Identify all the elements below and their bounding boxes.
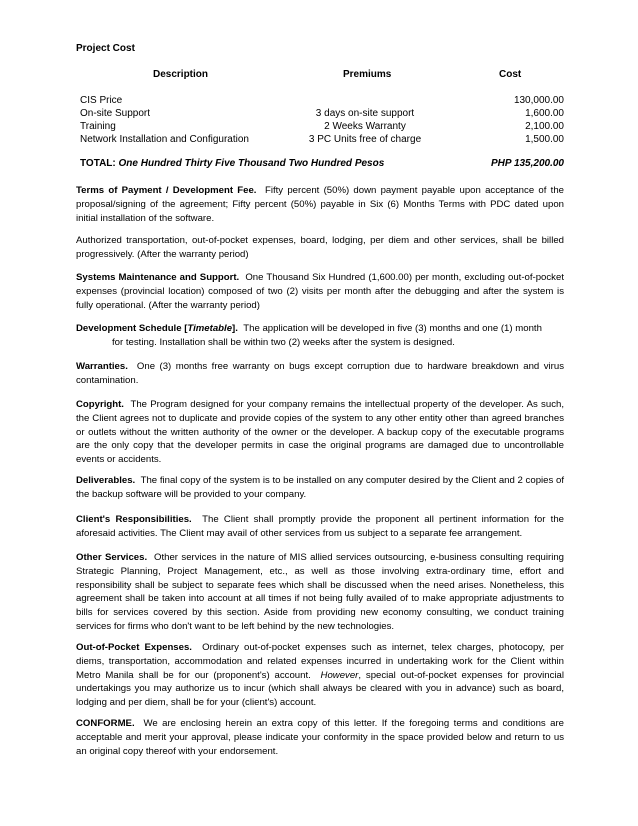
table-row <box>80 95 564 109</box>
conforme-paragraph <box>76 717 564 758</box>
conforme-body: We are enclosing herein an extra copy of this letter. If the foregoing terms and conditions are acceptable and merit your approval, please indicate your conformity in the space provided below and return to us an original copy thereof with your endorsement. <box>76 718 564 757</box>
row-premium: 3 days on-site support <box>315 108 415 119</box>
terms-body: Fifty percent (50%) down payment payable upon acceptance of the proposal/signing of the agreement; Fifty percent (50%) payable in Six (6) Months Terms with PDC dated upon initial installation of the software. <box>76 185 564 224</box>
total-amount: PHP 135,200.00 <box>490 158 564 169</box>
maintenance-body: One Thousand Six Hundred (1,600.00) per month, excluding out-of-pocket expenses (provincial location) composed of two (2) visits per month after the debugging and after the system is fully operational. (After the warranty period) <box>76 272 564 311</box>
client-responsibilities-paragraph <box>76 513 564 541</box>
deliverables-paragraph <box>76 474 564 502</box>
row-premium: 2 Weeks Warranty <box>324 121 406 132</box>
other-body: Other services in the nature of MIS allied services outsourcing, e-business consulting requiring Strategic Planning, Project Management, etc., as well as those involving extra-ordinary time, effort and responsibility shall be subject to separate fees which shall be discussed when the need arises. Nonetheless, this agreement shall be taken into account at all times if not being fully availed of to make appropriate adjustments to bills for services covered by this section. Aside from providing new economy consulting, we conduct training services for firms who don't want to be left behind by the new technologies. <box>76 552 564 632</box>
copyright-title: Copyright. <box>76 399 124 410</box>
warranties-body: One (3) months free warranty on bugs except corruption due to hardware breakdown and virus contamination. <box>76 361 564 386</box>
warranties-title: Warranties. <box>76 361 128 372</box>
page-title: Project Cost <box>76 43 135 54</box>
column-header-cost: Cost <box>499 69 522 80</box>
oop-title: Out-of-Pocket Expenses. <box>76 642 192 653</box>
authorized-body: Authorized transportation, out-of-pocket expenses, board, lodging, per diem and other services, shall be billed progressively. (After the warranty period) <box>76 235 564 260</box>
row-premium: 3 PC Units free of charge <box>308 134 422 145</box>
other-services-paragraph <box>76 551 564 634</box>
other-title: Other Services. <box>76 552 148 563</box>
schedule-title-end: ]. <box>232 323 238 334</box>
table-row <box>80 134 564 148</box>
row-cost: 2,100.00 <box>525 121 564 132</box>
row-description: Network Installation and Configuration <box>80 134 249 145</box>
oop-body-1: Ordinary out-of-pocket expenses such as internet, telex charges, photocopy, per diems, transportation, accommodation and related expenses incurred in undertaking work for the Client within Metro Manila shall be for our (proponent's) account. <box>76 642 564 681</box>
row-cost: 1,600.00 <box>525 108 564 119</box>
total-row <box>80 158 564 169</box>
deliverables-title: Deliverables. <box>76 475 136 486</box>
row-cost: 130,000.00 <box>513 95 564 106</box>
deliverables-body: The final copy of the system is to be installed on any computer desired by the Client and 2 copies of the backup software will be provided to your company. <box>76 475 564 500</box>
row-description: CIS Price <box>80 95 123 106</box>
copyright-body: The Program designed for your company remains the intellectual property of the developer. As such, the Client agrees not to duplicate and provide copies of the system to any other entity other than agreed branches or outlets without the written authority of the owner or the developer. A backup copy of the executable programs are the only copy that the developer permits in case the original programs are damaged due to uncontrollable events or accidents. <box>76 399 564 466</box>
schedule-title-italic: Timetable <box>187 323 233 334</box>
warranties-paragraph <box>76 360 564 388</box>
terms-of-payment-paragraph <box>76 184 564 225</box>
column-header-premiums: Premiums <box>343 69 392 80</box>
schedule-paragraph <box>76 322 564 350</box>
out-of-pocket-paragraph <box>76 641 564 710</box>
schedule-body-2: for testing. Installation shall be within two (2) weeks after the system is designed. <box>112 336 455 348</box>
row-description: On-site Support <box>80 108 151 119</box>
schedule-body-1: The application will be developed in five (3) months and one (1) month <box>243 323 542 334</box>
oop-body-2: , special out-of-pocket expenses for provincial undertakings you may authorize us to incur (which shall always be cleared with you in advance) such as board, lodging and per diem, shall be for your (client's) account. <box>76 669 564 709</box>
row-cost: 1,500.00 <box>525 134 564 145</box>
conforme-title: CONFORME. <box>76 718 135 729</box>
table-row <box>80 108 564 122</box>
schedule-title: Development Schedule [ <box>76 323 188 334</box>
maintenance-title: Systems Maintenance and Support. <box>76 272 240 283</box>
row-description: Training <box>80 121 116 132</box>
client-body: The Client shall promptly provide the proponent all pertinent information for the aforesaid activities. The Client may avail of other services from us subject to a separate fee arrangement. <box>76 514 564 539</box>
copyright-paragraph <box>76 398 564 467</box>
terms-title: Terms of Payment / Development Fee. <box>76 185 257 196</box>
maintenance-paragraph <box>76 271 564 312</box>
oop-however: However <box>320 669 359 681</box>
total-label: TOTAL: <box>80 158 116 169</box>
authorized-paragraph <box>76 234 564 262</box>
table-row <box>80 121 564 135</box>
column-header-description: Description <box>153 69 209 80</box>
client-title: Client's Responsibilities. <box>76 514 192 525</box>
total-words: One Hundred Thirty Five Thousand Two Hundred Pesos <box>118 158 385 169</box>
